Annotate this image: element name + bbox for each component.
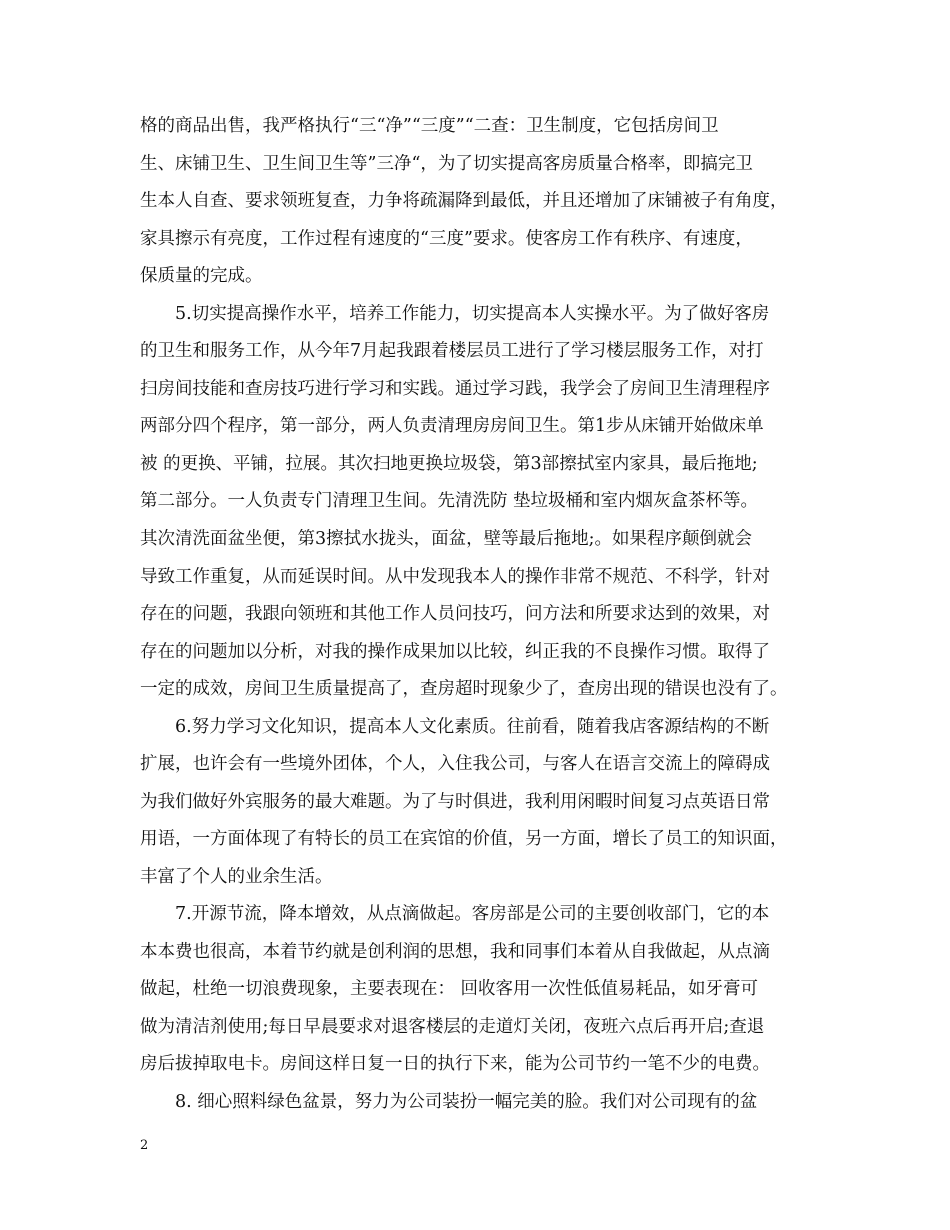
text-line: 家具擦示有亮度，工作过程有速度的“三度”要求。使客房工作有秩序、有速度，	[140, 229, 753, 249]
page-number: 2	[140, 1138, 149, 1153]
text-line: 存在的问题加以分析，对我的操作成果加以比较，纠正我的不良操作习惯。取得了	[140, 642, 770, 662]
text-line: 本本费也很高，本着节约就是创利润的思想，我和同事们本着从自我做起，从点滴	[140, 942, 770, 962]
text-line: 其次清洗面盆坐便，第3擦拭水拢头，面盆，壁等最后拖地;。如果程序颠倒就会	[140, 529, 753, 549]
text-line: 生、床铺卫生、卫生间卫生等”三净“，为了切实提高客房质量合格率，即搞完卫	[140, 154, 753, 174]
text-line: 用语，一方面体现了有特长的员工在宾馆的价值，另一方面，增长了员工的知识面，	[140, 829, 788, 849]
text-line: 存在的问题，我跟向领班和其他工作人员问技巧，问方法和所要求达到的效果，对	[140, 604, 770, 624]
text-line: 第二部分。一人负责专门清理卫生间。先清洗防 垫垃圾桶和室内烟灰盒茶杯等。	[140, 491, 759, 511]
text-line: 做为清洁剂使用;每日早晨要求对退客楼层的走道灯关闭，夜班六点后再开启;查退	[140, 1017, 765, 1037]
text-line: 导致工作重复，从而延误时间。从中发现我本人的操作非常不规范、不科学，针对	[140, 567, 770, 587]
paragraph-6-first-line: 6.努力学习文化知识，提高本人文化素质。往前看，随着我店客源结构的不断	[175, 717, 770, 737]
text-line: 为我们做好外宾服务的最大难题。为了与时俱进，我利用闲暇时间复习点英语日常	[140, 792, 770, 812]
paragraph-7-first-line: 7.开源节流，降本增效，从点滴做起。客房部是公司的主要创收部门，它的本	[175, 904, 770, 924]
text-line: 格的商品出售，我严格执行“三“净”“三度”“二查：卫生制度，它包括房间卫	[140, 116, 719, 136]
text-line: 被 的更换、平铺，拉展。其次扫地更换垃圾袋，第3部擦拭室内家具，最后拖地;	[140, 454, 758, 474]
paragraph-8-first-line: 8. 细心照料绿色盆景，努力为公司装扮一幅完美的脸。我们对公司现有的盆	[175, 1092, 758, 1112]
text-line: 的卫生和服务工作，从今年7月起我跟着楼层员工进行了学习楼层服务工作，对打	[140, 341, 764, 361]
text-line: 扫房间技能和查房技巧进行学习和实践。通过学习践，我学会了房间卫生清理程序	[140, 379, 770, 399]
text-line: 两部分四个程序，第一部分，两人负责清理房房间卫生。第1步从床铺开始做床单	[140, 416, 764, 436]
text-line: 扩展，也许会有一些境外团体，个人，入住我公司，与客人在语言交流上的障碍成	[140, 754, 770, 774]
text-line: 保质量的完成。	[140, 266, 263, 286]
text-line: 丰富了个人的业余生活。	[140, 867, 333, 887]
text-line: 一定的成效，房间卫生质量提高了，查房超时现象少了，查房出现的错误也没有了。	[140, 679, 788, 699]
text-line: 做起，杜绝一切浪费现象，主要表现在： 回收客用一次性低值易耗品，如牙膏可	[140, 979, 759, 999]
text-line: 生本人自查、要求领班复查，力争将疏漏降到最低，并且还增加了床铺被子有角度，	[140, 191, 788, 211]
text-line: 房后拔掉取电卡。房间这样日复一日的执行下来，能为公司节约一笔不少的电费。	[140, 1054, 770, 1074]
paragraph-5-first-line: 5.切实提高操作水平，培养工作能力，切实提高本人实操水平。为了做好客房	[175, 304, 770, 324]
